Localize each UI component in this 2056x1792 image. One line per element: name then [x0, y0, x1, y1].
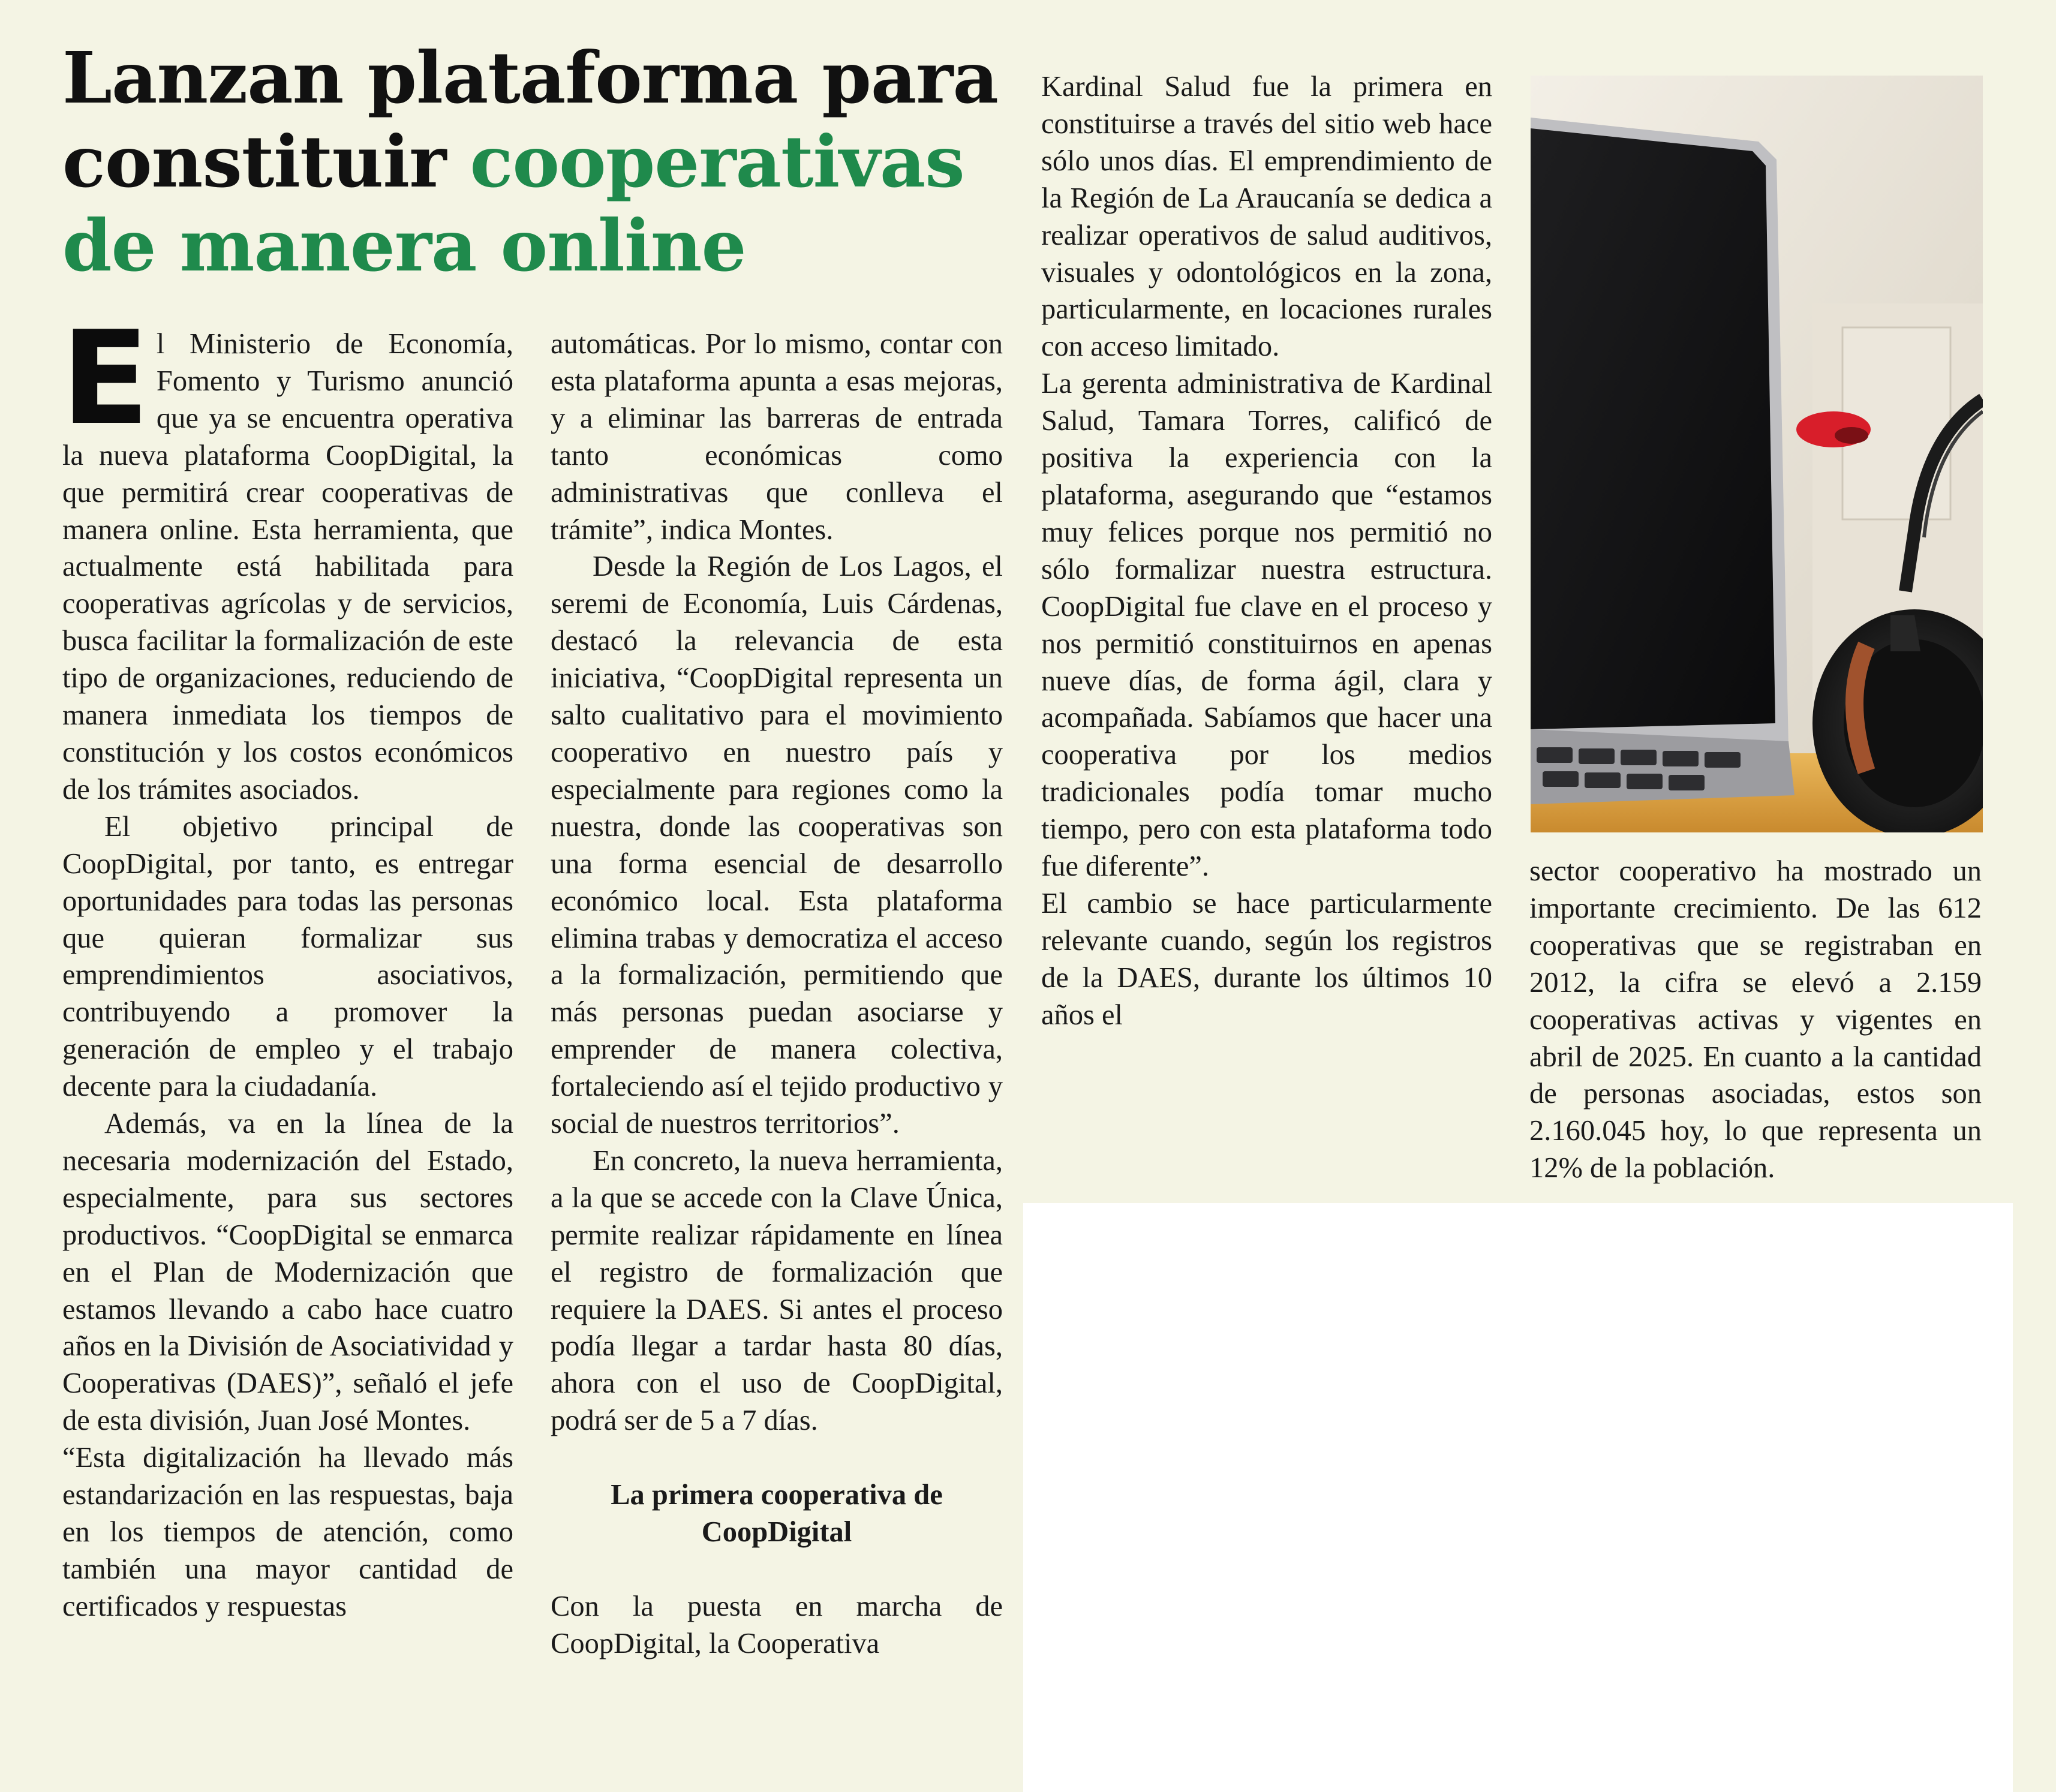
- headline-part1: Lanzan plataforma para constituir: [62, 36, 998, 203]
- paragraph: sector cooperativo ha mostrado un importante crecimiento. De las 612 cooperativas que se registraban en 2012, la cifra se elevó a 2.159 cooperativas activas y vigentes en abril de 2025. En cuanto a la cantidad de personas asociadas, estos son 2.160.045 hoy, lo que representa un 12% de la población.: [1529, 855, 1982, 1184]
- headline-highlight: cooperativas de manera online: [62, 120, 964, 287]
- paragraph: El cambio se hace particularmente relevante cuando, según los registros de la DAES, durante los últimos 10 años el: [1041, 887, 1492, 1031]
- article-column-4: [1529, 853, 1982, 1187]
- article-headline: [62, 36, 998, 288]
- laptop-headset-photo: [1531, 76, 1983, 832]
- paragraph: Desde la Región de Los Lagos, el seremi de Economía, Luis Cárdenas, destacó la relevancia de esta iniciativa, “CoopDigital representa un salto cualitativo para el movimiento cooperativo en nuestro país y especialmente para regiones como la nuestra, donde las cooperativas son una forma esencial de desarrollo económico local. Esta plataforma elimina trabas y democratiza el acceso a la formalización, permitiendo que más personas puedan asociarse y emprender de manera colectiva, fortaleciendo así el tejido productivo y social de nuestros territorios”.: [551, 551, 1003, 1140]
- paragraph: El objetivo principal de CoopDigital, por tanto, es entregar oportunidades para todas las personas que quieran formalizar sus emprendimientos asociativos, contribuyendo a promover la generación de empleo y el trabajo decente para la ciudadanía.: [62, 810, 513, 1103]
- paragraph: “Esta digitalización ha llevado más estandarización en las respuestas, baja en los tiempos de atención, como también una mayor cantidad de certificados y respuestas: [62, 1442, 513, 1622]
- paragraph: Con la puesta en marcha de CoopDigital, la Cooperativa: [551, 1590, 1003, 1659]
- blank-area: [1023, 1203, 2013, 1792]
- paragraph-text: l Ministerio de Economía, Fomento y Turismo anunció que ya se encuentra operativa la nueva plataforma CoopDigital, la que permitirá crear cooperativas de manera online. Esta herramienta, que actualmente está habilitada para cooperativas agrícolas y de servicios, busca facilitar la formalización de este tipo de organizaciones, reduciendo de manera inmediata los tiempos de constitución y los costos económicos de los trámites asociados.: [62, 328, 513, 805]
- paragraph: Kardinal Salud fue la primera en constituirse a través del sitio web hace sólo unos días. El emprendimiento de la Región de La Araucanía se dedica a realizar operativos de salud auditivos, visuales y odontológicos en la zona, particularmente, en locaciones rurales con acceso limitado.: [1041, 71, 1492, 363]
- article-column-3: [1041, 68, 1492, 1034]
- article-column-2: [551, 326, 1003, 1662]
- article-column-1: [61, 303, 513, 1625]
- drop-cap: E: [61, 303, 149, 453]
- photo-illustration: [1531, 76, 1983, 832]
- paragraph: automáticas. Por lo mismo, contar con esta plataforma apunta a esas mejoras, y a eliminar las barreras de entrada tanto económicas como administrativas que conlleva el trámite”, indica Montes.: [551, 328, 1003, 546]
- paragraph: Además, va en la línea de la necesaria modernización del Estado, especialmente, para sus sectores productivos. “CoopDigital se enmarca en el Plan de Modernización que estamos llevando a cabo hace cuatro años en la División de Asociatividad y Cooperativas (DAES)”, señaló el jefe de esta división, Juan José Montes.: [62, 1108, 513, 1437]
- paragraph: La gerenta administrativa de Kardinal Salud, Tamara Torres, calificó de positiva la experiencia con la plataforma, asegurando que “estamos muy felices porque nos permitió no sólo formalizar nuestra estructura. CoopDigital fue clave en el proceso y nos permitió constituirnos en apenas nueve días, de forma ágil, clara y acompañada. Sabíamos que hacer una cooperativa por los medios tradicionales podía tomar mucho tiempo, pero con esta plataforma todo fue diferente”.: [1041, 368, 1492, 883]
- section-subheading: La primera cooperativa de CoopDigital: [611, 1479, 943, 1549]
- paragraph: [61, 303, 513, 808]
- paragraph: En concreto, la nueva herramienta, a la que se accede con la Clave Única, permite realizar rápidamente en línea el registro de formalización que requiere la DAES. Si antes el proceso podía llegar a tardar hasta 80 días, ahora con el uso de CoopDigital, podrá ser de 5 a 7 días.: [551, 1144, 1003, 1437]
